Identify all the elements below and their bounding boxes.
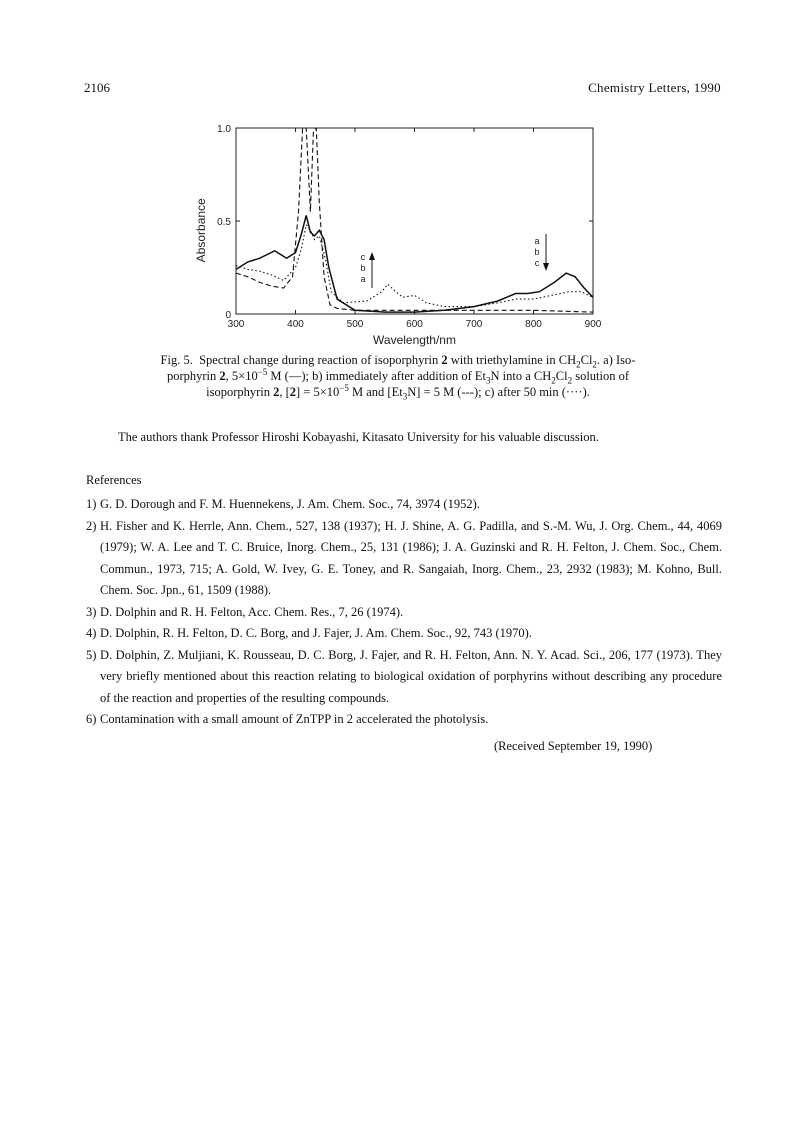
- acknowledgement: The authors thank Professor Hiroshi Kobayashi, Kitasato University for his valuable discussion.: [118, 430, 599, 444]
- caption-label: Fig. 5.: [160, 353, 193, 367]
- reference-text: D. Dolphin, Z. Muljiani, K. Rousseau, D. C. Borg, J. Fajer, and R. H. Felton, Ann. N. Y. Acad. Sci., 206, 177 (1973). They very briefly mentioned about this reaction relating to biological oxidation of porphyrins without describing any procedure of the reaction and properties of the resulting compounds.: [100, 647, 722, 705]
- y-axis-label: Absorbance: [194, 198, 208, 263]
- reference-number: 4): [86, 626, 97, 640]
- reference-list: [86, 494, 722, 731]
- figure-caption: Fig. 5. Spectral change during reaction of isoporphyrin 2 with triethylamine in $CH_2Cl_2$. a) Iso-porphyrin 2, $5\times 10^{-5}$ M (—); b) immediately after addition of $Et_3N$ into a $CH_2Cl_2$ solution of isoporphyrin 2, $[2] = 5\times 10^{-5}$ M and $[Et_3N] = 5$ M (---); c) after 50 min (····).: [160, 353, 636, 402]
- journal-running-head: Chemistry Letters, 1990: [588, 80, 721, 95]
- reference-text: G. D. Dorough and F. M. Huennekens, J. Am. Chem. Soc., 74, 3974 (1952).: [100, 497, 480, 511]
- reference-text: H. Fisher and K. Herrle, Ann. Chem., 527, 138 (1937); H. J. Shine, A. G. Padilla, and S.-M. Wu, J. Org. Chem., 44, 4069 (1979); W. A. Lee and T. C. Bruice, Inorg. Chem., 25, 131 (1986); J. A. Guzinski and R. H. Felton, J. Chem. Soc., Chem. Commun., 1973, 715; A. Gold, W. Ivey, G. E. Toney, and R. Sangaiah, Inorg. Chem., 23, 2932 (1983); M. Kohno, Bull. Chem. Soc. Jpn., 61, 1509 (1988).: [100, 518, 722, 597]
- x-tick-label: 500: [346, 319, 364, 330]
- reference-number: 3): [86, 604, 97, 619]
- x-tick-label: 400: [287, 319, 304, 330]
- annotation-label: c: [360, 252, 366, 262]
- reference-item: [86, 645, 722, 710]
- reference-number: 1): [86, 497, 97, 511]
- reference-number: 2): [86, 518, 97, 533]
- series-a-line: [236, 215, 593, 312]
- reference-text: D. Dolphin and R. H. Felton, Acc. Chem. Res., 7, 26 (1974).: [100, 604, 404, 619]
- x-axis-label: Wavelength/nm: [373, 333, 456, 347]
- annotation-label: a: [534, 236, 540, 246]
- x-tick-label: 800: [525, 319, 542, 330]
- page-number: 2106: [84, 80, 110, 95]
- reference-number: 6): [86, 712, 97, 726]
- x-tick-label: 300: [227, 319, 245, 330]
- reference-item: [86, 516, 722, 602]
- annotation-label: c: [534, 258, 540, 268]
- absorbance-spectrum-figure: [190, 118, 610, 358]
- reference-text: Contamination with a small amount of ZnTPP in 2 accelerated the photolysis.: [100, 712, 489, 726]
- reference-item: [86, 494, 722, 516]
- y-tick-label: 0: [225, 310, 231, 321]
- y-tick-label: 0.5: [217, 217, 231, 228]
- y-tick-label: 1.0: [217, 124, 231, 135]
- references-heading: References: [86, 473, 142, 487]
- series-b-line: [236, 128, 593, 312]
- reference-number: 5): [86, 647, 97, 662]
- annotation-label: b: [360, 263, 366, 273]
- reference-text: D. Dolphin, R. H. Felton, D. C. Borg, and J. Fajer, J. Am. Chem. Soc., 92, 743 (1970).: [100, 626, 532, 640]
- reference-item: [86, 623, 722, 645]
- annotation-label: a: [360, 274, 366, 284]
- received-date: (Received September 19, 1990): [494, 739, 653, 753]
- reference-item: [86, 602, 722, 624]
- x-tick-label: 700: [465, 319, 483, 330]
- arrow-up-head: [369, 252, 375, 260]
- x-tick-label: 900: [584, 319, 602, 330]
- plot-frame: [236, 128, 593, 314]
- spectrum-chart: [190, 118, 610, 358]
- annotation-label: b: [534, 247, 540, 257]
- x-tick-label: 600: [406, 319, 423, 330]
- arrow-down-head: [543, 263, 549, 271]
- reference-item: [86, 709, 722, 731]
